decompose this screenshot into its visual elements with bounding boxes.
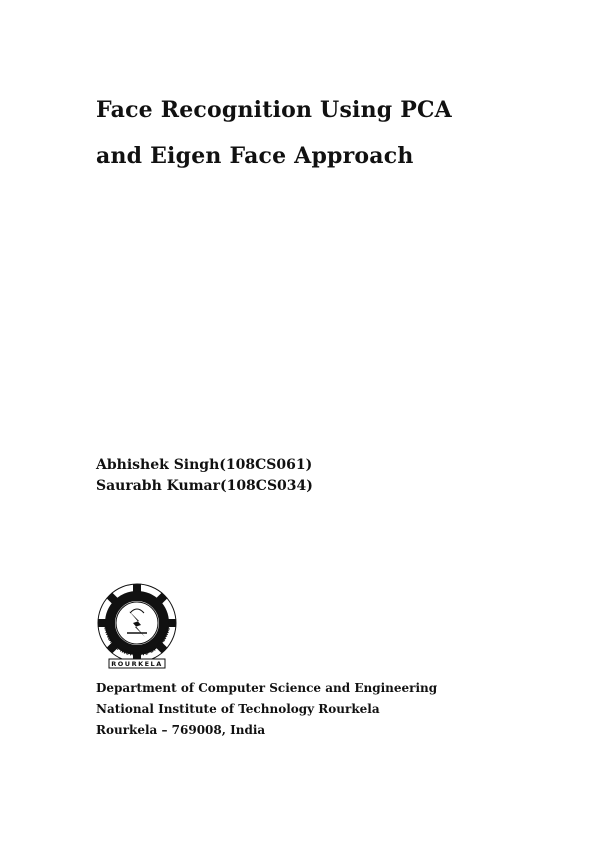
title-line-1: Face Recognition Using PCA [96, 97, 452, 123]
institute-line: National Institute of Technology Rourkela [96, 702, 380, 716]
logo-ring-text: NATIONAL INSTITUTE OF TECHNOL [102, 623, 173, 659]
author-list [96, 455, 313, 497]
title-line-2: and Eigen Face Approach [96, 143, 414, 169]
logo-banner-text: ROURKELA [111, 660, 163, 668]
address-line: Rourkela – 769008, India [96, 723, 266, 737]
department-line: Department of Computer Science and Engineering [96, 681, 438, 695]
author-1: Abhishek Singh(108CS061) [96, 457, 313, 473]
affiliation-block [96, 678, 437, 741]
nit-rourkela-logo-icon [94, 583, 180, 669]
author-2: Saurabh Kumar(108CS034) [96, 478, 313, 494]
